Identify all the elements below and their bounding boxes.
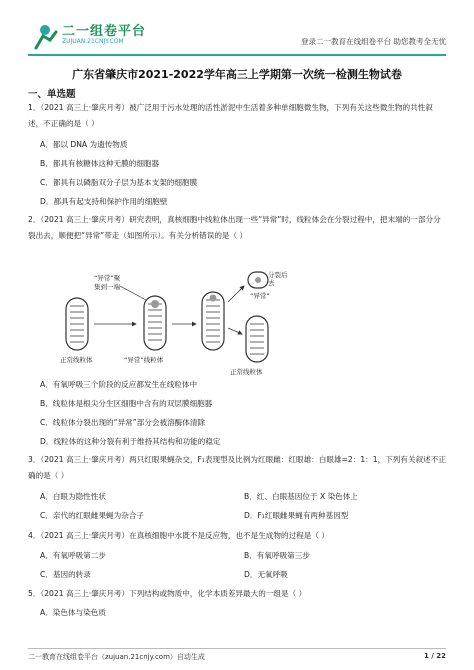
question-1-option-a: A．都以 DNA 为遗传物质	[40, 140, 128, 149]
mitochondrion-split-fragment	[248, 272, 268, 288]
logo-url: ZUJUAN.21CNJY.COM	[62, 38, 124, 45]
fig-label-abnormal-2: 集到一端	[94, 283, 120, 291]
logo-text: 二一组卷平台	[62, 24, 147, 39]
fig-label-abnormal-mito: “异常”线粒体	[124, 356, 164, 364]
question-1-option-b: B．都具有核糖体这种无膜的细胞器	[40, 159, 160, 168]
section-heading: 一、单选题	[28, 89, 76, 100]
question-2-stem: 2．（2021 高三上·肇庆月考）研究表明，真核细胞中线粒体出现一些“异常”时，线粒体会在分裂过程中，把末端的一部分分裂出去，顺便把“异常”带走（如图所示）。有关分析错误的是（ ）	[28, 215, 441, 240]
question-5-stem: 5．（2021 高三上·肇庆月考）下列结构或物质中，化学本质差异最大的一组是（ ）	[28, 589, 307, 598]
question-4-stem: 4．（2021 高三上·肇庆月考）在真核细胞中水既不是反应物，也不是生成物的过程是（ ）	[28, 531, 329, 540]
mitochondrion-dividing	[202, 292, 224, 350]
footer-source[interactable]: 二一教育在线组卷平台（zujuan.21cnjy.com）自动生成	[28, 653, 205, 661]
page-title: 广东省肇庆市2021-2022学年高三上学期第一次统一检测生物试卷	[72, 68, 402, 81]
question-1-option-d: D．都具有起支持和保护作用的细胞壁	[40, 197, 168, 206]
header-tagline[interactable]: 登录二一教育在线组卷平台 助您教考全无忧	[301, 37, 446, 46]
footer-divider	[28, 648, 446, 649]
question-2-option-d: D．线粒体的这种分裂有利于维持其结构和功能的稳定	[40, 437, 221, 446]
question-1-option-c: C．都具有以磷脂双分子层为基本支架的细胞膜	[40, 178, 198, 187]
question-3-option-d: D．F₁红眼雌果蝇有两种基因型	[244, 511, 349, 520]
mitochondrion-normal	[66, 298, 88, 350]
question-2-option-a: A．有氧呼吸三个阶段的反应都发生在线粒体中	[40, 380, 198, 389]
fig-label-split-3: “异常”	[250, 292, 270, 300]
mitochondrion-normal-result	[246, 316, 268, 362]
question-3-option-b: B．红、白眼基因位于 X 染色体上	[244, 492, 358, 501]
question-2-option-c: C．线粒体分裂出现的“异常”部分会被溶酶体清除	[40, 418, 206, 427]
mitochondrion-abnormal	[144, 296, 166, 350]
fig-label-split-2: 去	[268, 279, 275, 287]
header-divider	[28, 54, 446, 56]
question-3-option-c: C．亲代的红眼雌果蝇为杂合子	[40, 511, 145, 520]
question-4-option-c: C．基因的转录	[40, 570, 91, 579]
question-3-option-a: A．白眼为隐性性状	[40, 492, 106, 501]
fig-label-abnormal: “异常”聚	[94, 274, 121, 282]
question-2-option-b: B．线粒体是根尖分生区细胞中含有的双层膜细胞器	[40, 399, 213, 408]
page-number: 1 / 22	[423, 652, 446, 660]
fig-label-normal-2: 正常线粒体	[230, 368, 263, 376]
question-5-option-a: A．染色体与染色质	[40, 608, 106, 617]
mitochondria-figure	[60, 268, 310, 378]
question-4-option-d: D．无氧呼吸	[244, 570, 288, 579]
fig-label-normal: 正常线粒体	[60, 356, 93, 364]
question-4-option-a: A．有氧呼吸第二步	[40, 551, 106, 560]
question-3-stem: 3．（2021 高三上·肇庆月考）两只红眼果蝇杂交，F₁表现型及比例为红眼雌：红眼雄：白眼雄=2：1：1，下列有关叙述不正确的是（ ）	[28, 455, 446, 480]
question-1-stem: 1．（2021 高三上·肇庆月考）被广泛用于污水处理的活性淤泥中生活着多种单细胞微生物，下列有关这些微生物的共性叙述，不正确的是（ ）	[28, 103, 433, 128]
question-4-option-b: B．有氧呼吸第三步	[244, 551, 310, 560]
fig-label-split: 分裂后	[268, 271, 288, 279]
logo-icon	[28, 18, 62, 52]
